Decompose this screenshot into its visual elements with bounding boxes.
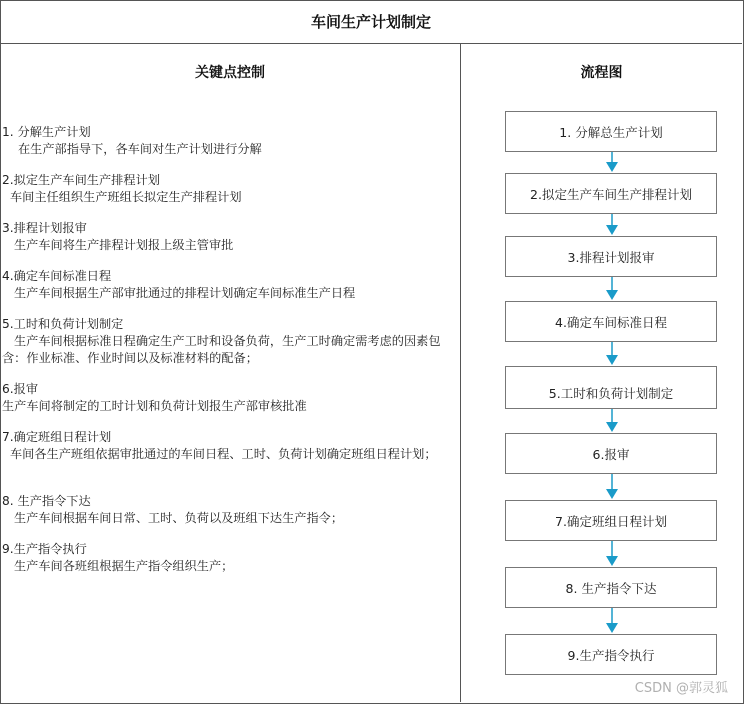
step-2: [2, 172, 458, 206]
step-title: 2.拟定生产车间生产排程计划: [2, 173, 160, 187]
step-3: [2, 220, 458, 254]
step-title: 1. 分解生产计划: [2, 125, 91, 139]
step-9: [2, 541, 458, 575]
step-title: 3.排程计划报审: [2, 221, 87, 235]
step-title: 5.工时和负荷计划制定: [2, 317, 124, 331]
step-title: 6.报审: [2, 382, 39, 396]
step-title: 4.确定车间标准日程: [2, 269, 112, 283]
step-8: [2, 493, 458, 527]
step-description: 在生产部指导下，各车间对生产计划进行分解: [18, 142, 262, 156]
step-description: 生产车间根据标准日程确定生产工时和设备负荷，生产工时确定需考虑的因素包含：作业标准、作业时间以及标准材料的配备；: [2, 334, 441, 365]
right-column-header: 流程图: [580, 65, 623, 81]
flow-box-6: 6.报审: [505, 433, 717, 474]
step-1: [2, 124, 458, 158]
flow-box-2: 2.拟定生产车间生产排程计划: [505, 173, 717, 214]
step-description: 生产车间根据车间日常、工时、负荷以及班组下达生产指令；: [14, 511, 344, 525]
step-title: 8. 生产指令下达: [2, 494, 91, 508]
flow-box-9: 9.生产指令执行: [505, 634, 717, 675]
step-title: 9.生产指令执行: [2, 542, 87, 556]
step-6: [2, 381, 458, 415]
step-description: 生产车间各班组根据生产指令组织生产；: [14, 559, 234, 573]
flow-box-1: 1. 分解总生产计划: [505, 111, 717, 152]
flow-box-4: 4.确定车间标准日程: [505, 301, 717, 342]
flow-box-3: 3.排程计划报审: [505, 236, 717, 277]
step-title: 7.确定班组日程计划: [2, 430, 112, 444]
step-4: [2, 268, 458, 302]
flow-box-8: 8. 生产指令下达: [505, 567, 717, 608]
watermark: CSDN @郭灵狐: [634, 681, 728, 696]
step-description: 生产车间将生产排程计划报上级主管审批: [14, 238, 234, 252]
column-divider: [460, 44, 461, 702]
step-7: [2, 429, 460, 463]
flow-box-7: 7.确定班组日程计划: [505, 500, 717, 541]
step-description: 车间主任组织生产班组长拟定生产排程计划: [10, 190, 242, 204]
step-description: 生产车间根据生产部审批通过的排程计划确定车间标准生产日程: [14, 286, 356, 300]
diagram-title: 车间生产计划制定: [0, 0, 742, 44]
flow-box-5: 5.工时和负荷计划制定: [505, 366, 717, 409]
step-5: [2, 316, 452, 367]
left-column-header: 关键点控制: [195, 65, 265, 81]
step-description: 车间各生产班组依据审批通过的车间日程、工时、负荷计划确定班组日程计划；: [10, 447, 437, 461]
step-description: 生产车间将制定的工时计划和负荷计划报生产部审核批准: [2, 399, 307, 413]
